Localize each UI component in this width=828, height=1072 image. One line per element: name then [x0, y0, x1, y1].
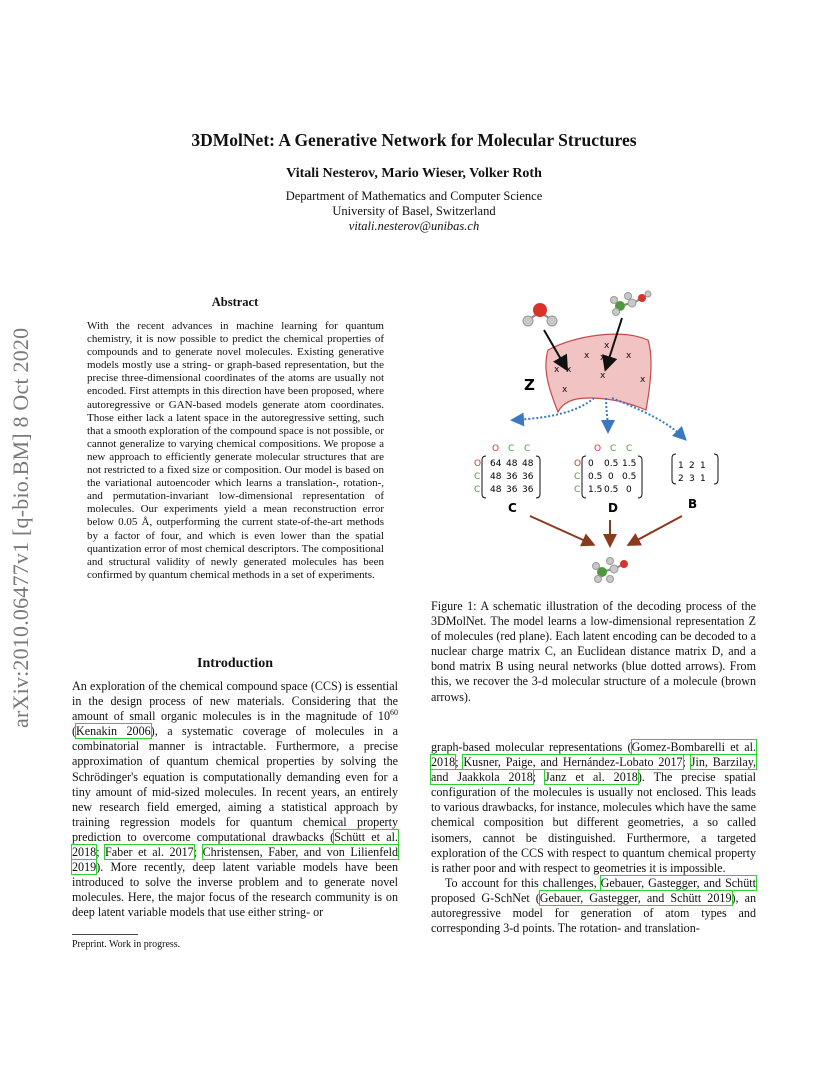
figure-1: [470, 288, 770, 593]
introduction-paragraph: An exploration of the chemical compound space (CCS) is essential in the design process of new materials. Considering that the amount of small organic molecules is in the magnitude of $10^{60}$ (Kenakin 2006), a systematic coverage of molecules in a combinatorial manner is intractable. Furthermore, a precise approximation of quantum chemical properties by solving the Schrödinger's equation is computationally demanding even for a tiny amount of mid-sized molecules. In recent years, an entirely new research field emerged, aiming a statistical approach by training regression models for quantum chemical property prediction to overcome computational drawbacks (Schütt et al. 2018; Faber et al. 2017; Christensen, Faber, and von Lilienfeld 2019). More recently, deep latent variable models have been introduced to solve the inverse problem and to generate novel molecules. Here, the major focus of the research community is on deep latent variable models that use either string- or: [72, 679, 399, 920]
citation-link[interactable]: Gebauer, Gastegger, and Schütt: [600, 875, 756, 890]
citation-link[interactable]: Kusner, Paige, and Hernández-Lobato 2017: [463, 755, 683, 770]
svg-text:x: x: [566, 365, 572, 375]
svg-text:48: 48: [506, 459, 518, 469]
footnote-rule: [72, 934, 138, 935]
matrix-d-label: D: [608, 501, 618, 515]
svg-text:1.5: 1.5: [588, 485, 603, 495]
svg-text:0.5: 0.5: [622, 472, 637, 482]
svg-text:48: 48: [490, 472, 502, 482]
svg-text:x: x: [626, 351, 632, 361]
svg-text:C: C: [626, 444, 633, 454]
svg-text:C: C: [524, 444, 531, 454]
figure-caption: Figure 1: A schematic illustration of the decoding process of the 3DMolNet. The model learns a low-dimensional representation Z of molecules (red plane). Each latent encoding can be decoded to a nuclear charge matrix C, an Euclidean distance matrix D, and a bond matrix B using neural networks (blue dotted arrows). From this, we recover the 3-d molecular structure of a molecule (brown arrows).: [431, 599, 756, 704]
paragraph: To account for this challenges, Gebauer, Gastegger, and Schütt proposed G-SchNet (Gebauer, Gastegger, and Schütt 2019), an autoregressive model for generation of atom types and corresponding 3-d points. The rotation- and translation-: [431, 875, 756, 936]
matrix-d: [574, 444, 642, 515]
exponent: 60: [390, 708, 398, 718]
svg-text:1.5: 1.5: [622, 459, 637, 469]
citation-link[interactable]: Janz et al. 2018: [545, 770, 638, 785]
svg-text:x: x: [562, 385, 568, 395]
svg-text:x: x: [604, 341, 610, 351]
affiliation: [0, 189, 828, 234]
svg-text:1: 1: [700, 461, 706, 471]
arxiv-stamp: arXiv:2010.06477v1 [q-bio.BM] 8 Oct 2020: [8, 327, 33, 728]
affiliation-department: Department of Mathematics and Computer Science: [285, 189, 543, 203]
svg-text:O: O: [474, 459, 482, 469]
decode-arrow-d: [606, 398, 608, 430]
introduction-heading: Introduction: [197, 656, 273, 671]
svg-text:0: 0: [608, 472, 614, 482]
paper-title: 3DMolNet: A Generative Network for Molecular Structures: [191, 130, 637, 150]
svg-text:x: x: [554, 365, 560, 375]
svg-text:0: 0: [626, 485, 632, 495]
citation-link[interactable]: Christensen, Faber, and von Lilienfeld 2019: [72, 845, 399, 875]
author-list: Vitali Nesterov, Mario Wieser, Volker Roth: [286, 166, 542, 181]
matrix-b: [672, 454, 718, 511]
svg-text:0.5: 0.5: [588, 472, 603, 482]
decoding-schematic: [470, 288, 770, 588]
matrix-b-label: B: [688, 497, 698, 511]
svg-text:2: 2: [689, 461, 695, 471]
svg-text:C: C: [474, 472, 481, 482]
svg-text:48: 48: [522, 459, 534, 469]
footnote: Preprint. Work in progress.: [72, 939, 181, 950]
svg-text:36: 36: [522, 472, 534, 482]
svg-text:0.5: 0.5: [604, 485, 619, 495]
svg-text:1: 1: [678, 461, 684, 471]
recover-arrow: [530, 516, 592, 544]
input-molecule-left: [523, 303, 557, 326]
latent-label: Z: [524, 376, 535, 394]
svg-text:x: x: [640, 375, 646, 385]
svg-text:O: O: [492, 444, 500, 454]
svg-text:O: O: [574, 459, 582, 469]
svg-text:O: O: [594, 444, 602, 454]
citation-link[interactable]: Schütt et al. 2018: [72, 829, 399, 860]
right-column-text: [431, 740, 756, 936]
svg-text:x: x: [600, 371, 606, 381]
author-email[interactable]: vitali.nesterov@unibas.ch: [348, 219, 480, 233]
svg-text:64: 64: [490, 459, 502, 469]
output-molecule: [593, 558, 629, 583]
svg-text:36: 36: [522, 485, 534, 495]
recover-arrow: [630, 516, 682, 544]
svg-text:3: 3: [689, 474, 695, 484]
citation-link[interactable]: Gomez-Bombarelli et al. 2018: [431, 740, 756, 770]
citation-link[interactable]: Jin, Barzilay, and Jaakkola 2018: [431, 755, 756, 785]
svg-text:1: 1: [700, 474, 706, 484]
paragraph: graph-based molecular representations (Gomez-Bombarelli et al. 2018; Kusner, Paige, and Hernández-Lobato 2017; Jin, Barzilay, and Jaakkola 2018; Janz et al. 2018). The precise spatial configuration of the molecules is usually not enclosed. This leads to various drawbacks, for instance, molecules which have the same chemical composition but different geometries, a so called isomers, cannot be distinguished. Furthermore, a targeted exploration of the CCS with respect to quantum chemical property is rather poor and with respect to geometries it is impossible.: [431, 740, 756, 875]
abstract-heading: Abstract: [211, 295, 259, 309]
svg-text:x: x: [584, 351, 590, 361]
citation-link[interactable]: Faber et al. 2017: [105, 845, 194, 860]
svg-text:2: 2: [678, 474, 684, 484]
svg-text:C: C: [474, 485, 481, 495]
citation-link[interactable]: Gebauer, Gastegger, and Schütt 2019: [539, 890, 732, 905]
svg-text:C: C: [508, 444, 515, 454]
latent-plane: [546, 334, 651, 412]
abstract-text: With the recent advances in machine learning for quantum chemistry, it is now possible to predict the chemical properties of compounds and to generate novel molecules. Existing generative models mostly use a string- or graph-based representation, but the precise three-dimensional coordinates of the atoms are usually not encoded. First attempts in this direction have been proposed, where autoregressive or GAN-based models generate atom coordinates. Those either lack a latent space in the autoregressive setting, such that a smooth exploration of the compound space is not possible, or cannot generalize to varying chemical compositions. We propose a new approach to efficiently generate molecular structures that are not restricted to a fixed size or composition. Our model is based on the variational autoencoder which learns a translation-, rotation-, and permutation-invariant low-dimensional representation of molecules. Our experiments yield a mean reconstruction error below 0.05 Å, outperforming the current state-of-the-art methods by a factor of four, and which is even lower than the spatial quantization error of most chemical descriptors. The compositional and structural validity of newly generated molecules has been confirmed by quantum chemical methods in a set of experiments.: [87, 320, 384, 581]
svg-text:x: x: [600, 353, 606, 363]
svg-text:C: C: [574, 485, 581, 495]
svg-text:0: 0: [588, 459, 594, 469]
decode-arrow-b: [612, 398, 684, 438]
svg-text:48: 48: [490, 485, 502, 495]
input-molecule-right: [611, 291, 652, 316]
affiliation-university: University of Basel, Switzerland: [332, 204, 496, 218]
matrix-c: [474, 444, 540, 515]
svg-text:C: C: [610, 444, 617, 454]
matrix-c-label: C: [508, 501, 517, 515]
citation-link[interactable]: Kenakin 2006: [76, 724, 151, 739]
svg-text:0.5: 0.5: [604, 459, 619, 469]
svg-text:36: 36: [506, 485, 518, 495]
svg-text:36: 36: [506, 472, 518, 482]
svg-text:C: C: [574, 472, 581, 482]
